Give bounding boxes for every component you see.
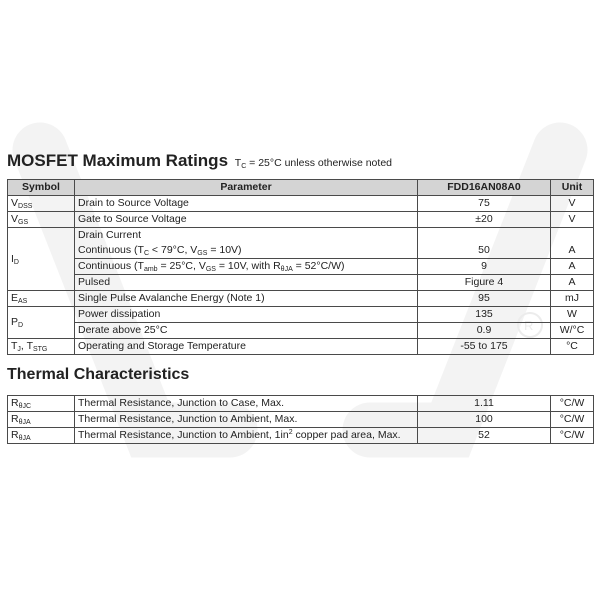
value-cell: Figure 4 [418,275,551,291]
table-row [8,212,594,228]
parameter-cell: Operating and Storage Temperature [75,339,418,355]
unit-cell: V [551,212,594,228]
table-row [8,339,594,355]
parameter-cell: Drain Current [75,228,418,244]
header-parameter: Parameter [75,180,418,196]
value-cell: 0.9 [418,323,551,339]
parameter-cell: Pulsed [75,275,418,291]
symbol-cell: $T_J$, $T_{STG}$ [8,339,75,355]
symbol-cell: $R_{\theta JA}$ [8,412,75,428]
mosfet-title: MOSFET Maximum Ratings [7,151,229,170]
value-cell: 75 [418,196,551,212]
table-row [8,259,594,275]
parameter-cell: Gate to Source Voltage [75,212,418,228]
unit-cell [551,228,594,244]
parameter-cell: Thermal Resistance, Junction to Ambient, Max. [75,412,418,428]
symbol-cell: $R_{\theta JA}$ [8,428,75,444]
symbol-cell: $V_{DSS}$ [8,196,75,212]
table-row [8,243,594,259]
unit-cell: °C/W [551,396,594,412]
unit-cell: mJ [551,291,594,307]
symbol-cell: $V_{GS}$ [8,212,75,228]
value-cell: 100 [418,412,551,428]
parameter-cell: Thermal Resistance, Junction to Case, Max. [75,396,418,412]
mosfet-condition: $T_C = 25^\circ C$ unless otherwise noted [234,157,392,170]
value-cell: ±20 [418,212,551,228]
unit-cell: A [551,259,594,275]
table-row [8,323,594,339]
parameter-cell: Derate above 25°C [75,323,418,339]
value-cell: 9 [418,259,551,275]
parameter-cell: Drain to Source Voltage [75,196,418,212]
parameter-cell: Power dissipation [75,307,418,323]
thermal-title: Thermal Characteristics [7,366,190,383]
parameter-cell: Thermal Resistance, Junction to Ambient, $1in^2$ copper pad area, Max. [75,428,418,444]
header-symbol: Symbol [8,180,75,196]
parameter-cell: Single Pulse Avalanche Energy (Note 1) [75,291,418,307]
symbol-cell: $E_{AS}$ [8,291,75,307]
value-cell: 1.11 [418,396,551,412]
table-row [8,412,594,428]
unit-cell: W [551,307,594,323]
table-row [8,428,594,444]
unit-cell: V [551,196,594,212]
symbol-cell: $I_D$ [8,228,75,291]
value-cell: 52 [418,428,551,444]
unit-cell: A [551,243,594,259]
mosfet-ratings-table [7,179,594,355]
unit-cell: °C [551,339,594,355]
table-row [8,275,594,291]
table-row [8,396,594,412]
table-row [8,291,594,307]
table-row [8,196,594,212]
parameter-cell: Continuous ($T_{amb} = 25^\circ C$, $V_{GS} = 10V$, with $R_{\theta JA} = 52^\circ C/W$) [75,259,418,275]
unit-cell: W/°C [551,323,594,339]
value-cell [418,228,551,244]
value-cell: 95 [418,291,551,307]
datasheet-content [7,151,593,444]
symbol-cell: $R_{\theta JC}$ [8,396,75,412]
value-cell: 50 [418,243,551,259]
header-unit: Unit [551,180,594,196]
table-row [8,307,594,323]
value-cell: -55 to 175 [418,339,551,355]
unit-cell: A [551,275,594,291]
value-cell: 135 [418,307,551,323]
thermal-table [7,395,594,444]
header-part-number: FDD16AN08A0 [418,180,551,196]
symbol-cell: $P_D$ [8,307,75,339]
table-row [8,228,594,244]
mosfet-title-line [7,151,593,173]
unit-cell: °C/W [551,412,594,428]
parameter-cell: Continuous ($T_C < 79^\circ C$, $V_{GS} = 10V$) [75,243,418,259]
table-header-row [8,180,594,196]
unit-cell: °C/W [551,428,594,444]
svg-text:R: R [524,318,534,333]
